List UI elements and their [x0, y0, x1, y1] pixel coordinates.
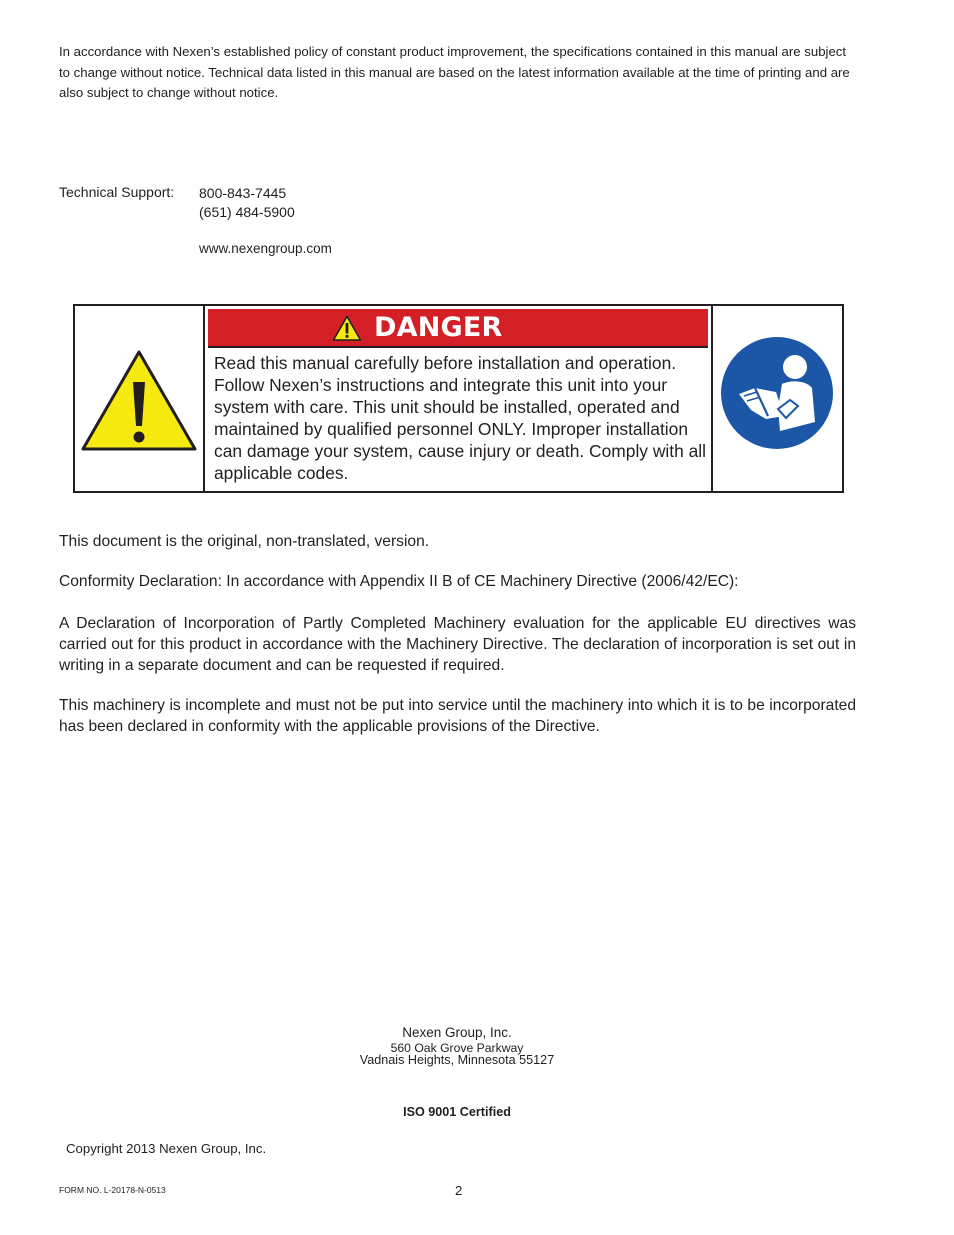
company-city-address: Vadnais Heights, Minnesota 55127 [359, 1053, 555, 1067]
iso-certification: ISO 9001 Certified [403, 1105, 511, 1119]
header-divider [208, 346, 708, 348]
conformity-declaration: Conformity Declaration: In accordance with Appendix II B of CE Machinery Directive (2006/42/EC): [59, 573, 739, 590]
danger-right-cell [711, 306, 842, 491]
intro-paragraph: In accordance with Nexen’s established policy of constant product improvement, the specifications contained in this manual are subject to change without notice. Technical data listed in this manual are based on the latest information available at the time of printing and are also subject to change without notice. [59, 44, 850, 100]
danger-body-text: Read this manual carefully before installation and operation. Follow Nexen’s instructions and integrate this unit into your system with care. This unit should be installed, operated and maintained by qualified personnel ONLY. Improper installation can damage your system, cause injury or death. Comply with all applicable codes. [214, 353, 706, 483]
support-phone-block [199, 184, 295, 222]
declaration-of-incorporation: A Declaration of Incorporation of Partly Completed Machinery evaluation for the applicable EU directives was carried out for this product in accordance with the Machinery Directive. The declaration of incorporation is set out in writing in a separate document and can be requested if required. [59, 615, 856, 674]
read-manual-icon [720, 336, 834, 450]
copyright-notice: Copyright 2013 Nexen Group, Inc. [66, 1141, 267, 1156]
danger-title: DANGER [374, 312, 503, 343]
technical-support-label: Technical Support: [59, 184, 175, 200]
support-phone-primary: 800-843-7445 [199, 185, 287, 201]
original-version-statement: This document is the original, non-translated, version. [59, 533, 430, 550]
company-name: Nexen Group, Inc. [402, 1025, 512, 1040]
page-number: 2 [455, 1183, 463, 1198]
danger-left-cell [75, 306, 205, 491]
company-street-address: 560 Oak Grove Parkway [390, 1041, 524, 1055]
small-warning-icon [332, 315, 362, 342]
incomplete-machinery-notice: This machinery is incomplete and must not be put into service until the machinery into which it is to be incorporated has been declared in conformity with the applicable provisions of the Directive. [59, 697, 856, 735]
warning-triangle-icon [80, 349, 198, 453]
danger-header-bar [208, 309, 708, 346]
form-number: FORM NO. L-20178-N-0513 [59, 1185, 166, 1195]
danger-notice [73, 304, 844, 493]
support-website-link[interactable]: www.nexengroup.com [199, 241, 332, 256]
support-phone-secondary: (651) 484-5900 [199, 204, 295, 220]
